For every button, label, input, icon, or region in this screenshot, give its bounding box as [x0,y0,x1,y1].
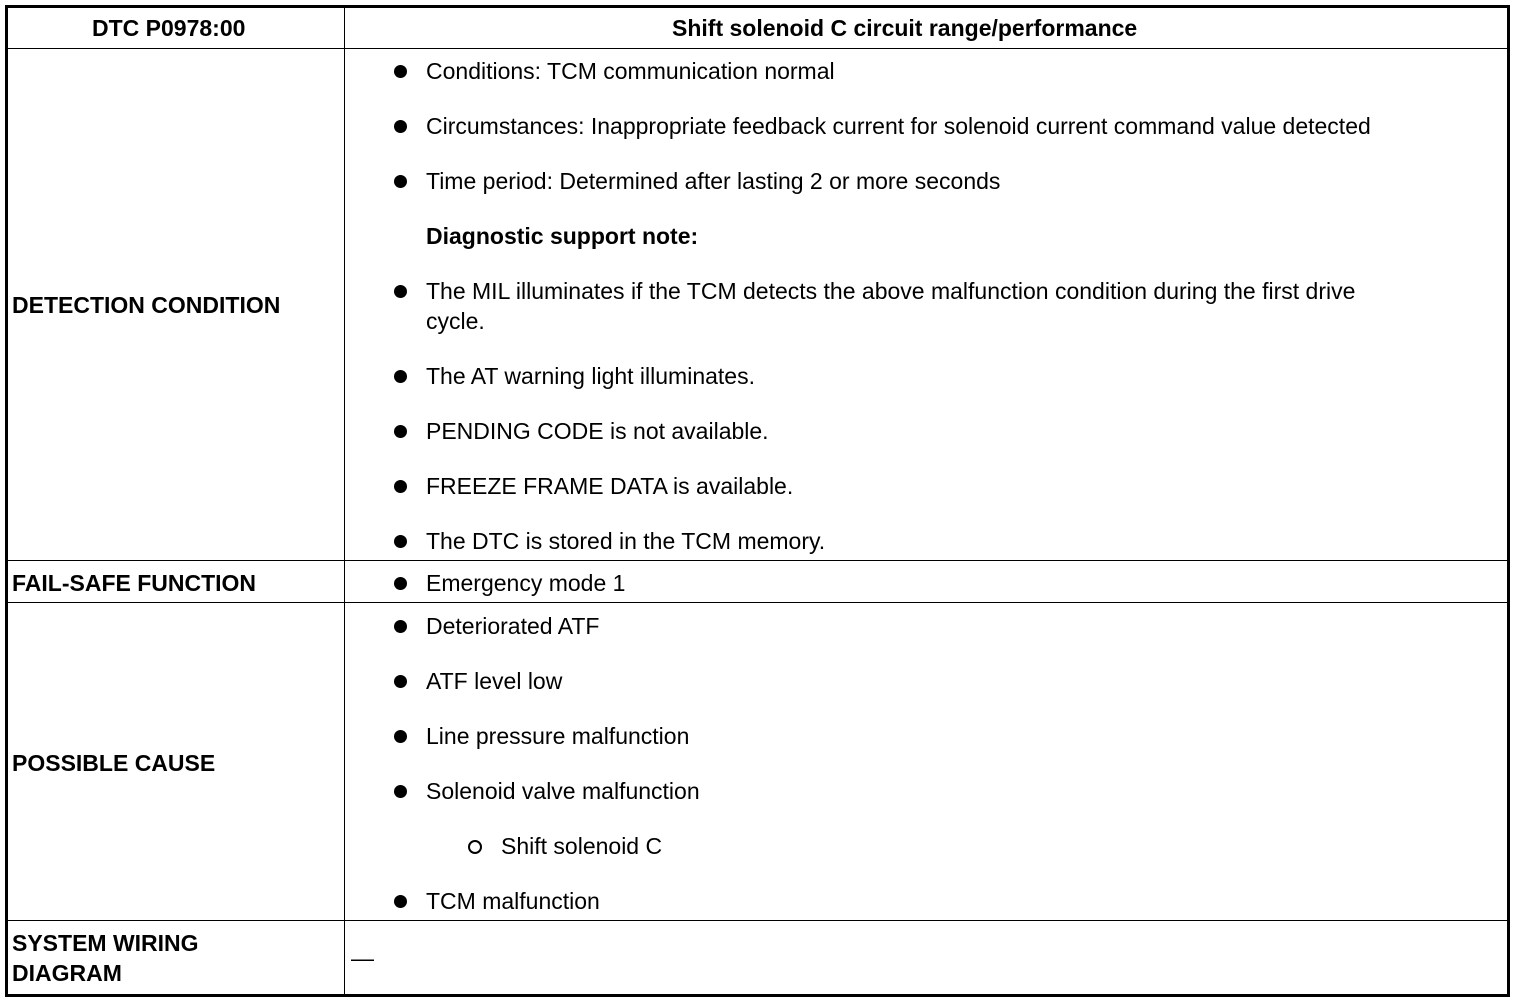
row-divider-failsafe [5,602,1510,603]
detection-condition-label: DETECTION CONDITION [12,292,281,318]
detection-item: Conditions: TCM communication normal [426,58,835,84]
bullet-icon [394,480,407,493]
bullet-icon [394,425,407,438]
bullet-icon [394,120,407,133]
wiring-label-line2: DIAGRAM [12,960,122,986]
dtc-code: DTC P0978:00 [92,15,246,41]
bullet-icon [394,620,407,633]
note-item: The AT warning light illuminates. [426,363,755,389]
row-divider-header [5,48,1510,49]
bullet-icon [394,785,407,798]
cause-item: Line pressure malfunction [426,723,690,749]
wiring-label-line1: SYSTEM WIRING [12,930,199,956]
bullet-icon [394,535,407,548]
bullet-icon [394,285,407,298]
note-item: The DTC is stored in the TCM memory. [426,528,826,554]
detection-item: Circumstances: Inappropriate feedback current for solenoid current command value detected [426,113,1371,139]
bullet-icon [394,370,407,383]
detection-item: Time period: Determined after lasting 2 or more seconds [426,168,1001,194]
wiring-value: — [351,945,374,971]
cause-item: ATF level low [426,668,563,694]
bullet-icon [394,577,407,590]
cause-item: Solenoid valve malfunction [426,778,700,804]
bullet-icon [394,675,407,688]
column-divider [344,5,345,997]
bullet-icon [394,895,407,908]
cause-item: TCM malfunction [426,888,600,914]
fail-safe-label: FAIL-SAFE FUNCTION [12,570,257,596]
row-divider-cause [5,920,1510,921]
dtc-table [5,5,1510,997]
note-item: FREEZE FRAME DATA is available. [426,473,794,499]
cause-item: Deteriorated ATF [426,613,600,639]
bullet-icon [394,730,407,743]
sub-bullet-icon [468,840,482,854]
row-divider-detection [5,560,1510,561]
note-item: The MIL illuminates if the TCM detects the above malfunction condition during the first drive [426,278,1356,304]
bullet-icon [394,65,407,78]
bullet-icon [394,175,407,188]
note-item-continuation: cycle. [426,308,485,334]
note-item: PENDING CODE is not available. [426,418,769,444]
possible-cause-label: POSSIBLE CAUSE [12,750,216,776]
cause-subitem: Shift solenoid C [501,833,663,859]
fail-safe-item: Emergency mode 1 [426,570,626,596]
dtc-title: Shift solenoid C circuit range/performance [672,15,1138,41]
diagnostic-note-heading: Diagnostic support note: [426,223,699,249]
